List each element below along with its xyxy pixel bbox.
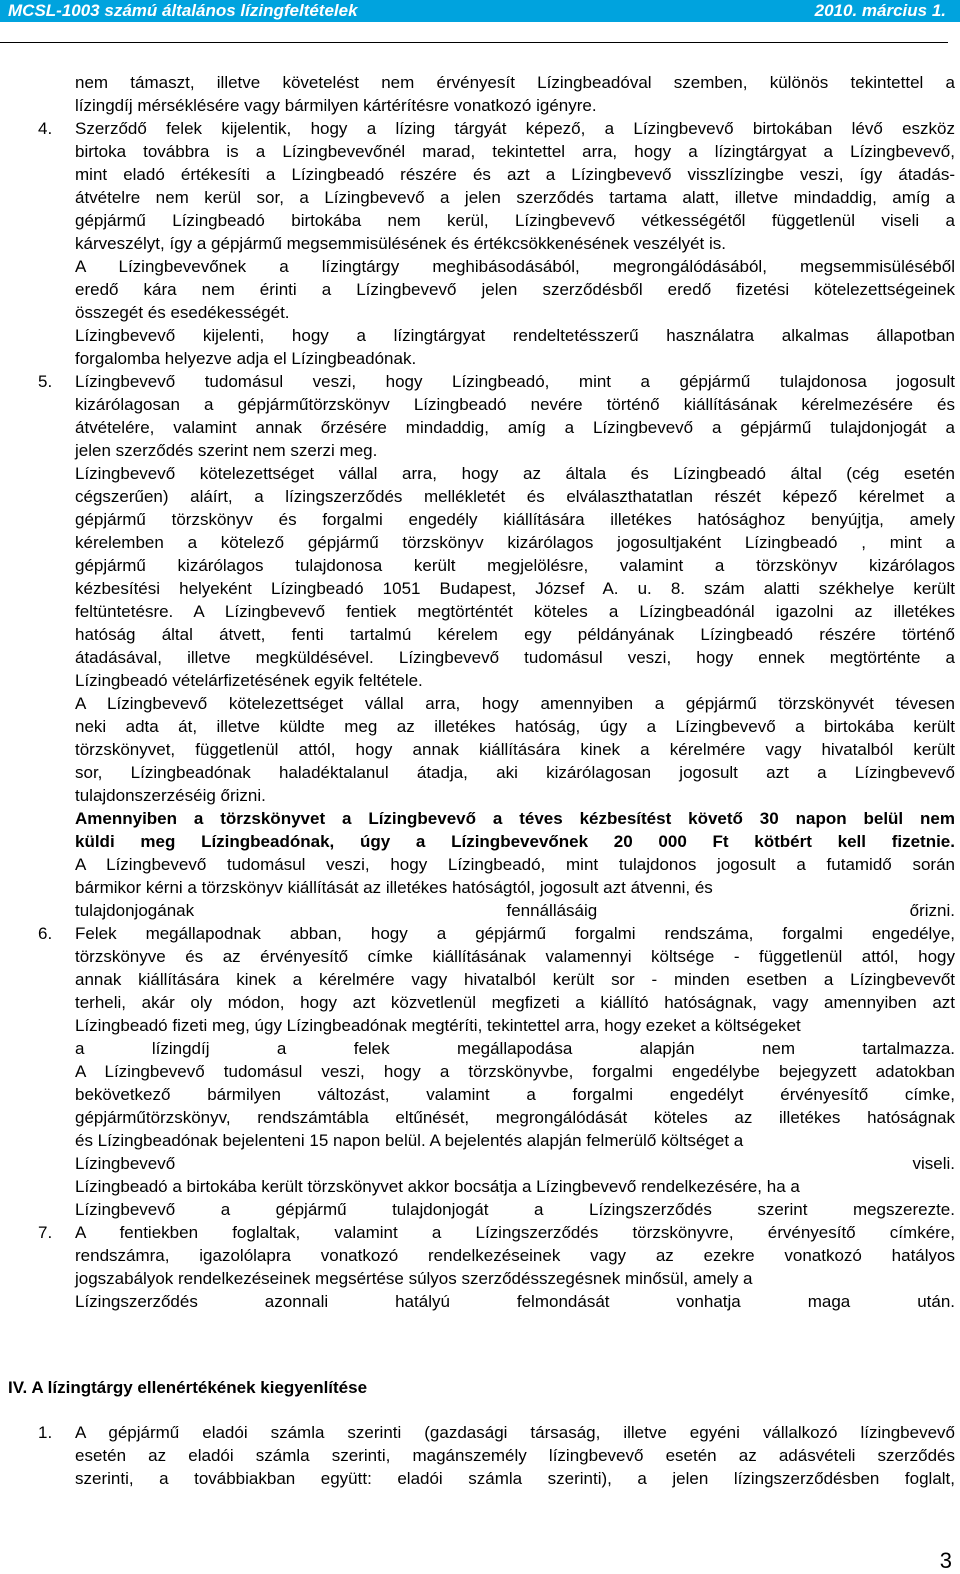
text-line: eredő kára nem érinti a Lízingbevevő jelen szerződésből eredő fizetési kötelezettségeinek xyxy=(75,280,955,299)
text-line: Szerződő felek kijelentik, hogy a lízing tárgyát képező, a Lízingbevevő birtokában lévő eszköz xyxy=(75,119,955,138)
text-line: küldi meg Lízingbeadónak, úgy a Lízingbevevőnek 20 000 Ft kötbért kell fizetnie. xyxy=(75,832,955,851)
item-number: 1. xyxy=(38,1423,53,1442)
text-line: kézbesítési helyeként Lízingbeadó 1051 Budapest, József A. u. 8. szám alatti székhelye került xyxy=(75,579,955,598)
text-line: jelen szerződés szerint nem szerzi meg. xyxy=(75,441,378,460)
text-line: kérelemben a kötelező gépjármű törzskönyv kizárólagos jogosultjaként Lízingbeadó , mint a xyxy=(75,533,955,552)
text-line: összegét és esedékességét. xyxy=(75,303,290,322)
item-number: 7. xyxy=(38,1223,53,1242)
text-line: mint eladó értékesíti a Lízingbeadó részére és azt a Lízingbevevő visszlízingbe veszi, így átadás- xyxy=(75,165,955,184)
text-line: Lízingbevevő viseli. xyxy=(75,1154,955,1173)
text-line: gépjárműtörzskönyv, rendszámtábla eltűnését, megrongálódását köteles az illetékes hatóságnak xyxy=(75,1108,955,1127)
text-line: Lízingszerződés azonnali hatályú felmondását vonhatja maga után. xyxy=(75,1292,955,1311)
text-line: A Lízingbevevő tudomásul veszi, hogy a törzskönyvbe, forgalmi engedélybe bejegyzett adatokban xyxy=(75,1062,955,1081)
text-line: Amennyiben a törzskönyvet a Lízingbevevő a téves kézbesítést követő 30 napon belül nem xyxy=(75,809,955,828)
text-line: bekövetkező bármilyen változást, valamint a forgalmi engedélyt érvényesítő címke, xyxy=(75,1085,955,1104)
text-line: nem támaszt, illetve követelést nem érvényesít Lízingbeadóval szemben, különös tekintettel a xyxy=(75,73,955,92)
text-line: hatóság által átvett, fenti tartalmú kérelem egy példányának Lízingbeadó részére történő xyxy=(75,625,955,644)
text-line: Lízingbevevő kötelezettséget vállal arra, hogy az általa és Lízingbeadó által (cég esetén xyxy=(75,464,955,483)
page-number: 3 xyxy=(939,1548,952,1573)
text-line: birtoka továbbra is a Lízingbevevőnél marad, tekintettel arra, hogy a lízingtárgyat a Lízingbevevő, xyxy=(75,142,955,161)
text-line: tulajdonjogának fennállásáig őrizni. xyxy=(75,901,955,920)
text-line: A gépjármű eladói számla szerinti (gazdasági társaság, illetve egyéni vállalkozó lízingbevevő xyxy=(75,1423,955,1442)
text-line: Lízingbeadó vételárfizetésének egyik feltétele. xyxy=(75,671,423,690)
text-line: Lízingbevevő kijelenti, hogy a lízingtárgyat rendeltetésszerű használatra alkalmas állapotban xyxy=(75,326,955,345)
text-line: A Lízingbevevő kötelezettséget vállal arra, hogy amennyiben a gépjármű törzskönyvét tévesen xyxy=(75,694,955,713)
text-line: átadásával, illetve megküldésével. Lízingbevevő tudomásul veszi, hogy ennek megtörténte a xyxy=(75,648,955,667)
text-line: gépjármű kizárólagos tulajdonosa került megjelölésre, valamint a törzskönyv kizárólagos xyxy=(75,556,955,575)
text-line: annak kiállítására kinek a kérelmére vagy hivatalból került sor - minden esetben a Lízingbevevőt xyxy=(75,970,955,989)
text-line: és Lízingbeadónak bejelenteni 15 napon belül. A bejelentés alapján felmerülő költséget a xyxy=(75,1131,744,1150)
section-title: IV. A lízingtárgy ellenértékének kiegyenlítése xyxy=(8,1378,368,1397)
text-line: terheli, akár oly módon, hogy azt közvetlenül megfizeti a kiállító hatóságnak, vagy amennyiben azt xyxy=(75,993,955,1012)
text-line: A Lízingbevevőnek a lízingtárgy meghibásodásából, megrongálódásából, megsemmisüléséből xyxy=(75,257,955,276)
text-line: Lízingbevevő a gépjármű tulajdonjogát a Lízingszerződés szerint megszerezte. xyxy=(75,1200,955,1219)
text-line: Lízingbeadó fizeti meg, úgy Lízingbeadónak megtéríti, tekintettel arra, hogy ezeket a költségeket xyxy=(75,1016,801,1035)
header-divider xyxy=(0,42,948,43)
text-line: neki adta át, illetve küldte meg az illetékes hatóság, úgy a Lízingbevevő a birtokába került xyxy=(75,717,955,736)
text-line: gépjármű törzskönyv és forgalmi engedély kiállítására illetékes hatósághoz benyújtja, amely xyxy=(75,510,955,529)
item-number: 6. xyxy=(38,924,53,943)
text-line: lízingdíj mérséklésére vagy bármilyen kártérítésre vonatkozó igényre. xyxy=(75,96,597,115)
text-line: bármikor kérni a törzskönyv kiállítását az illetékes hatóságtól, jogosult azt átvenni, és xyxy=(75,878,713,897)
text-line: kárveszélyt, így a gépjármű megsemmisülésének és értékcsökkenésének veszélyét is. xyxy=(75,234,727,253)
text-line: esetén az eladói számla szerinti, magánszemély lízingbevevő esetén az adásvételi szerződés xyxy=(75,1446,955,1465)
header-title: MCSL-1003 számú általános lízingfeltételek xyxy=(2,0,364,22)
text-line: A fentiekben foglaltak, valamint a Lízingszerződés törzskönyvre, érvényesítő címkére, xyxy=(75,1223,955,1242)
text-line: szerinti, a továbbiakban együtt: eladói számla szerinti), a jelen lízingszerződésben foglalt, xyxy=(75,1469,955,1488)
text-line: forgalomba helyezve adja el Lízingbeadónak. xyxy=(75,349,417,368)
item-number: 5. xyxy=(38,372,53,391)
item-number: 4. xyxy=(38,119,53,138)
page-header xyxy=(0,0,960,24)
text-line: törzskönyvet, függetlenül attól, hogy annak kiállítására kinek a kérelmére vagy hivatalból került xyxy=(75,740,955,759)
text-line: cégszerűen) aláírt, a lízingszerződés mellékletét és elválaszthatatlan részét képező kérelmet a xyxy=(75,487,955,506)
text-line: Lízingbeadó a birtokába került törzskönyvet akkor bocsátja a Lízingbevevő rendelkezésére, ha a xyxy=(75,1177,800,1196)
text-line: törzskönyve és az érvényesítő címke kiállításának valamennyi költsége - függetlenül attól, hogy xyxy=(75,947,955,966)
text-line: átvételére, valamint annak őrzésére mindaddig, amíg a Lízingbevevő a gépjármű tulajdonjogát a xyxy=(75,418,955,437)
text-line: kizárólagosan a gépjárműtörzskönyv Lízingbeadó nevére történő kiállításának kérelmezésére és xyxy=(75,395,955,414)
header-date: 2010. március 1. xyxy=(809,0,952,22)
text-line: átvételre nem kerül sor, a Lízingbevevő a jelen szerződés tartama alatt, illetve mindaddig, amíg a xyxy=(75,188,955,207)
text-line: Lízingbevevő tudomásul veszi, hogy Lízingbeadó, mint a gépjármű tulajdonosa jogosult xyxy=(75,372,955,391)
text-line: a lízingdíj a felek megállapodása alapján nem tartalmazza. xyxy=(75,1039,955,1058)
text-line: Felek megállapodnak abban, hogy a gépjármű forgalmi rendszáma, forgalmi engedélye, xyxy=(75,924,955,943)
text-line: sor, Lízingbeadónak haladéktalanul átadja, aki kizárólagosan jogosult azt a Lízingbevevő xyxy=(75,763,955,782)
text-line: rendszámra, igazolólapra vonatkozó rendelkezéseinek vagy az ezekre vonatkozó hatályos xyxy=(75,1246,955,1265)
text-line: feltüntetésre. A Lízingbevevő fentiek megtörténtét köteles a Lízingbeadónál igazolni az illetékes xyxy=(75,602,955,621)
text-line: jogszabályok rendelkezéseinek megsértése súlyos szerződésszegésnek minősül, amely a xyxy=(75,1269,753,1288)
text-line: A Lízingbevevő tudomásul veszi, hogy Lízingbeadó, mint tulajdonos jogosult a futamidő során xyxy=(75,855,955,874)
text-line: tulajdonszerzéséig őrizni. xyxy=(75,786,266,805)
text-line: gépjármű Lízingbeadó birtokába nem kerül, Lízingbevevő vétkességétől függetlenül viseli a xyxy=(75,211,955,230)
